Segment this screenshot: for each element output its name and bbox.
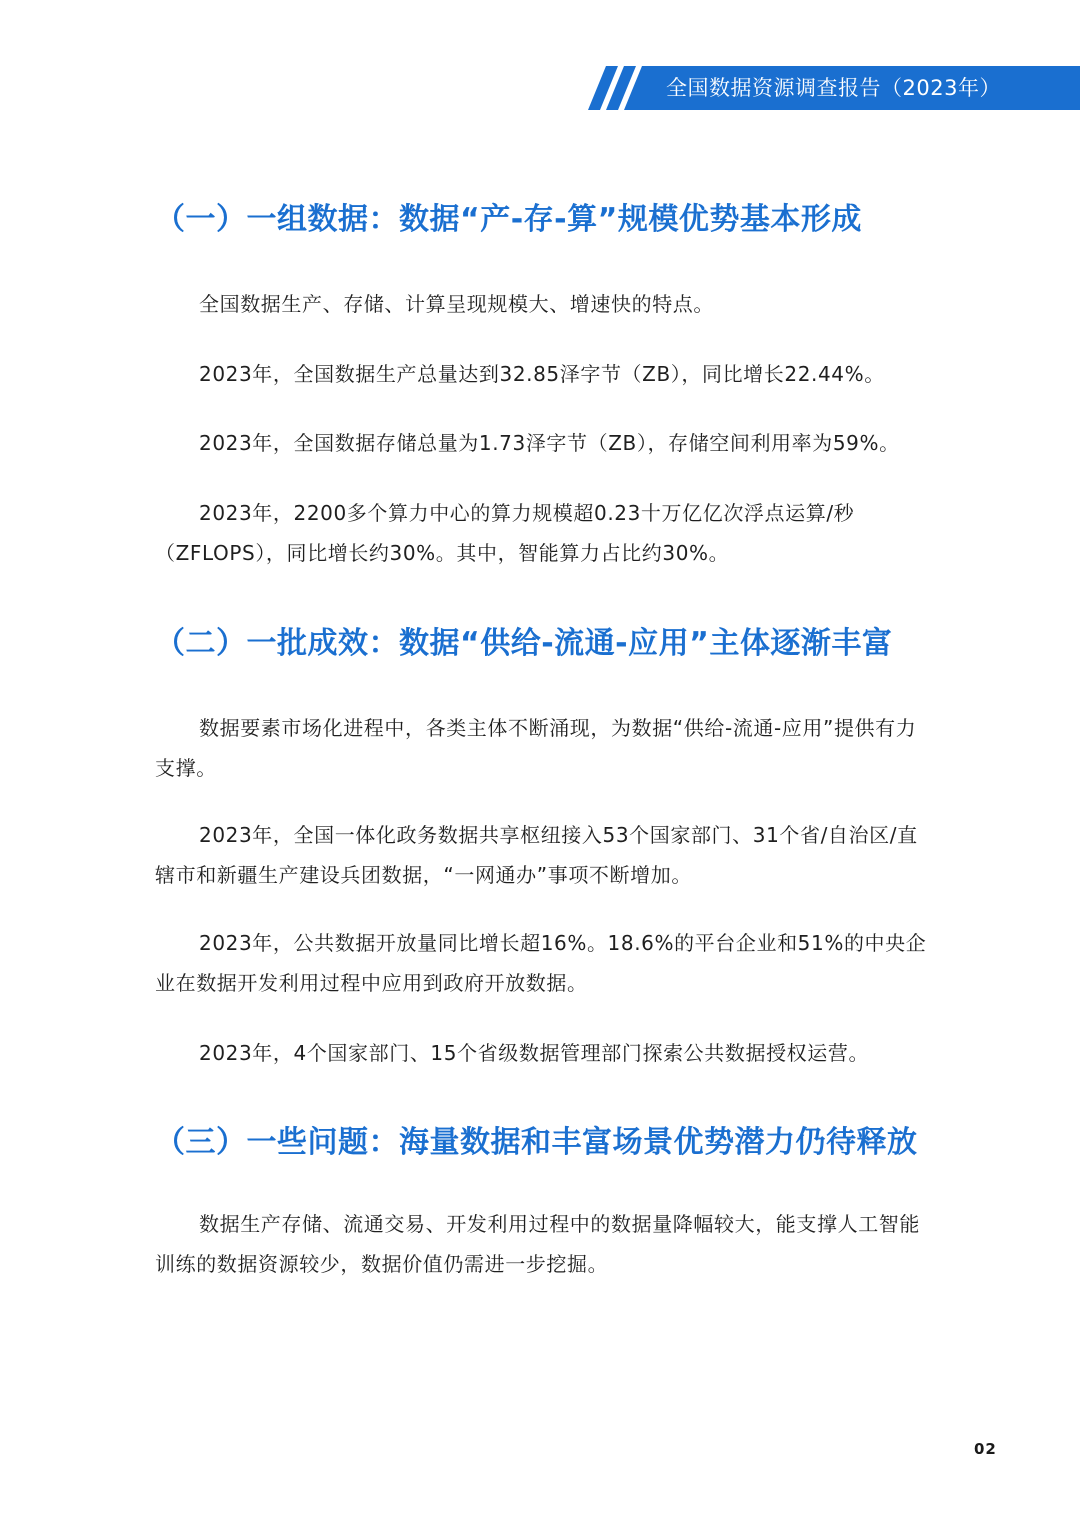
paragraph: 2023年，全国数据生产总量达到32.85泽字节（ZB），同比增长22.44%。 [199,362,885,386]
paragraph: 全国数据生产、存储、计算呈现规模大、增速快的特点。 [199,292,714,316]
paragraph: 2023年，2200多个算力中心的算力规模超0.23十万亿亿次浮点运算/秒（ZFLOPS），同比增长约30%。其中，智能算力占比约30%。 [155,501,855,565]
paragraph: 数据生产存储、流通交易、开发利用过程中的数据量降幅较大，能支撑人工智能训练的数据资源较少，数据价值仍需进一步挖掘。 [155,1212,920,1276]
report-header [588,66,1080,110]
paragraph: 2023年，公共数据开放量同比增长超16%。18.6%的平台企业和51%的中央企业在数据开发利用过程中应用到政府开放数据。 [155,931,927,995]
paragraph: 2023年，全国数据存储总量为1.73泽字节（ZB），存储空间利用率为59%。 [199,431,900,455]
paragraph: 2023年，全国一体化政务数据共享枢纽接入53个国家部门、31个省/自治区/直辖市和新疆生产建设兵团数据，“一网通办”事项不断增加。 [155,823,918,887]
paragraph: 2023年，4个国家部门、15个省级数据管理部门探索公共数据授权运营。 [199,1041,870,1065]
report-title: 全国数据资源调查报告（2023年） [666,76,1001,100]
section-heading-1: （一）一组数据：数据“产-存-算”规模优势基本形成 [155,202,862,237]
paragraph: 数据要素市场化进程中，各类主体不断涌现，为数据“供给-流通-应用”提供有力支撑。 [155,716,917,780]
section-heading-2: （二）一批成效：数据“供给-流通-应用”主体逐渐丰富 [155,626,893,661]
section-heading-3: （三）一些问题：海量数据和丰富场景优势潜力仍待释放 [155,1125,918,1160]
page-number: 02 [974,1440,997,1458]
